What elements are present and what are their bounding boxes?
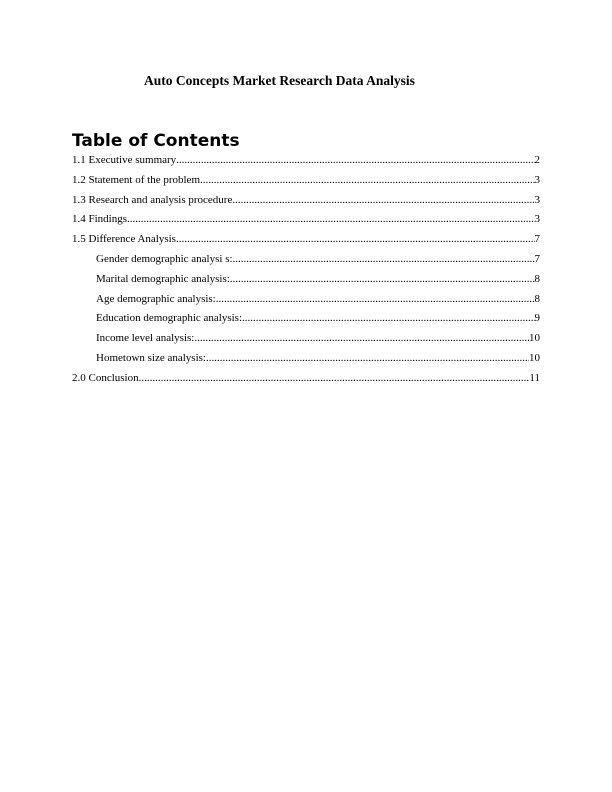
- toc-entry-marital-analysis[interactable]: [72, 270, 540, 290]
- toc-dot-leader: [230, 271, 535, 287]
- toc-dot-leader: [194, 330, 529, 346]
- toc-entry-income-analysis[interactable]: [72, 329, 540, 349]
- toc-entry-executive-summary[interactable]: [72, 151, 540, 171]
- toc-page-number: 10: [529, 351, 540, 364]
- toc-page-number: 3: [534, 193, 540, 206]
- toc-dot-leader: [127, 211, 534, 227]
- toc-page-number: 2: [534, 154, 540, 166]
- toc-entry-text: 1.4 Findings: [72, 213, 128, 226]
- toc-dot-leader: [242, 310, 534, 326]
- toc-entry-text: Age demographic analysis:: [96, 292, 216, 305]
- toc-page-number: 9: [534, 312, 540, 325]
- toc-entry-difference-analysis[interactable]: [72, 230, 540, 250]
- toc-entry-research-procedure[interactable]: [72, 191, 540, 211]
- toc-entry-text: Education demographic analysis:: [96, 312, 243, 325]
- toc-entry-findings[interactable]: [72, 210, 540, 230]
- toc-page-number: 3: [534, 213, 540, 226]
- toc-page-number: 8: [534, 292, 540, 305]
- toc-entry-age-analysis[interactable]: [72, 290, 540, 310]
- toc-entry-text: Hometown size analysis:: [96, 351, 206, 364]
- toc-dot-leader: [216, 291, 535, 307]
- toc-entry-education-analysis[interactable]: [72, 309, 540, 329]
- toc-dot-leader: [206, 350, 529, 366]
- toc-entry-hometown-analysis[interactable]: [72, 349, 540, 369]
- document-title: Auto Concepts Market Research Data Analysis: [144, 73, 415, 88]
- toc-dot-leader: [200, 172, 535, 188]
- toc-entry-conclusion[interactable]: [72, 369, 540, 389]
- toc-page-number: 3: [534, 173, 540, 186]
- toc-entry-text: 1.2 Statement of the problem: [72, 173, 200, 186]
- toc-heading: Table of Contents: [72, 131, 240, 151]
- toc-page-number: 7: [534, 252, 540, 265]
- toc-dot-leader: [176, 152, 534, 168]
- toc-entry-text: Marital demographic analysis:: [96, 272, 230, 285]
- toc-dot-leader: [176, 231, 535, 247]
- toc-entry-text: 1.1 Executive summary: [72, 154, 177, 166]
- toc-dot-leader: [232, 192, 534, 208]
- table-of-contents: [72, 151, 540, 389]
- toc-page-number: 11: [529, 371, 540, 384]
- toc-dot-leader: [139, 370, 530, 386]
- toc-entry-text: Income level analysis:: [96, 332, 195, 345]
- toc-page-number: 7: [534, 233, 540, 246]
- toc-entry-statement-of-problem[interactable]: [72, 171, 540, 191]
- toc-page-number: 8: [534, 272, 540, 285]
- toc-dot-leader: [233, 251, 535, 267]
- toc-entry-gender-analysis[interactable]: [72, 250, 540, 270]
- toc-entry-text: Gender demographic analysi s:: [96, 252, 233, 265]
- toc-entry-text: 2.0 Conclusion: [72, 371, 139, 384]
- toc-entry-text: 1.3 Research and analysis procedure: [72, 193, 233, 206]
- toc-entry-text: 1.5 Difference Analysis: [72, 233, 176, 246]
- toc-page-number: 10: [529, 332, 540, 345]
